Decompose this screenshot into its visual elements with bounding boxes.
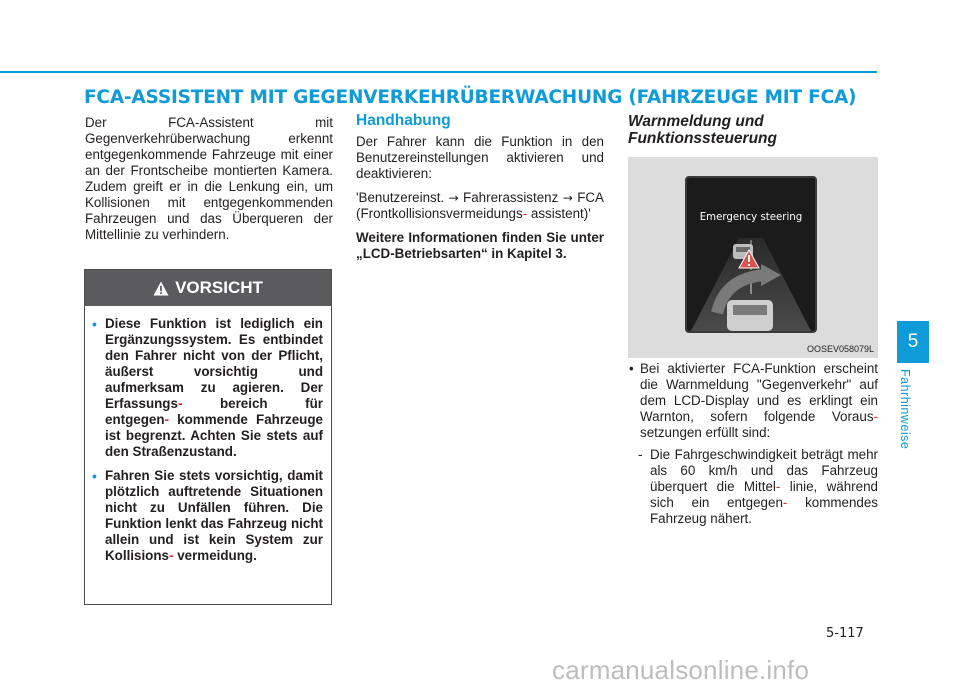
page-number: 5-117 (826, 626, 864, 641)
operation-heading: Handhabung (356, 112, 451, 129)
warning-heading-line2: Funktionssteuerung (628, 130, 777, 147)
column-warning (628, 113, 878, 147)
steering-warning-icon (687, 178, 815, 331)
cluster-figure (628, 157, 878, 358)
bullet-dot: • (92, 316, 97, 332)
column-operation (356, 113, 604, 262)
cluster-display (685, 176, 817, 333)
warning-list-item: • Bei aktivierter FCA-Funktion erscheint die Warnmeldung "Gegenverkehr" auf dem LCD-Display und es erklingt ein Warnton, sofern folgende Voraus- setzungen erfüllt sind: (629, 361, 878, 440)
arrow-right-icon: → (448, 191, 459, 205)
warning-text (628, 361, 878, 527)
intro-paragraph: Der FCA-Assistent mit Gegenverkehrüberwachung erkennt entgegenkommende Fahrzeuge mit einer an der Frontscheibe montierten Kamera. Zudem greift er in die Lenkung ein, um Kollisionen mit entgegenkommenden Fahrzeugen und das Überqueren der Mittellinie zu verhindern. (85, 115, 333, 242)
caution-list (85, 306, 331, 564)
display-message: Emergency steering (699, 212, 803, 223)
dash-marker: - (638, 447, 643, 462)
settings-path: 'Benutzereinst. → Fahrerassistenz → FCA (Frontkollisionsvermeidungs- assistent)' (356, 190, 604, 221)
bullet-dot: • (629, 361, 634, 376)
operation-paragraph: Der Fahrer kann die Funktion in den Benutzereinstellungen aktivieren und deaktivieren: (356, 134, 604, 181)
warning-triangle-icon (153, 281, 169, 296)
caution-box (84, 269, 332, 605)
section-title: FCA-ASSISTENT MIT GEGENVERKEHRÜBERWACHUNG (FAHRZEUGE MIT FCA) (84, 87, 857, 108)
caution-item: • Diese Funktion ist lediglich ein Ergänzungssystem. Es entbindet den Fahrer nicht von der Pflicht, äußerst vorsichtig und aufmerksam zu agieren. Der Erfassungs- bereich für entgegen- kommende Fahrzeuge ist begrenzt. Achten Sie stets auf den Straßenzustand. (92, 316, 323, 459)
caution-header (85, 270, 331, 306)
figure-code: OOSEV058079L (806, 344, 874, 354)
chapter-tab: 5 (897, 321, 929, 363)
column-intro (85, 115, 333, 243)
warning-sub-item: - Die Fahrgeschwindigkeit beträgt mehr als 60 km/h und das Fahrzeug überquert die Mittel- linie, während sich ein entgegen- kommendes Fahrzeug nähert. (638, 447, 878, 526)
warning-heading-line1: Warnmeldung und (628, 113, 764, 130)
chapter-label: Fahrhinweise (898, 369, 912, 450)
caution-item: • Fahren Sie stets vorsichtig, damit plötzlich auftretende Situationen nicht zu Unfällen führen. Die Funktion lenkt das Fahrzeug nicht allein und ist kein System zur Kollisions- vermeidung. (92, 468, 323, 563)
reference-note: Weitere Informationen finden Sie unter „LCD-Betriebsarten“ in Kapitel 3. (356, 230, 604, 261)
caution-label: VORSICHT (175, 278, 263, 297)
top-rule (0, 71, 877, 73)
site-watermark: carmanualsonline.info (552, 655, 810, 685)
arrow-right-icon: → (562, 191, 573, 205)
bullet-dot: • (92, 468, 97, 484)
